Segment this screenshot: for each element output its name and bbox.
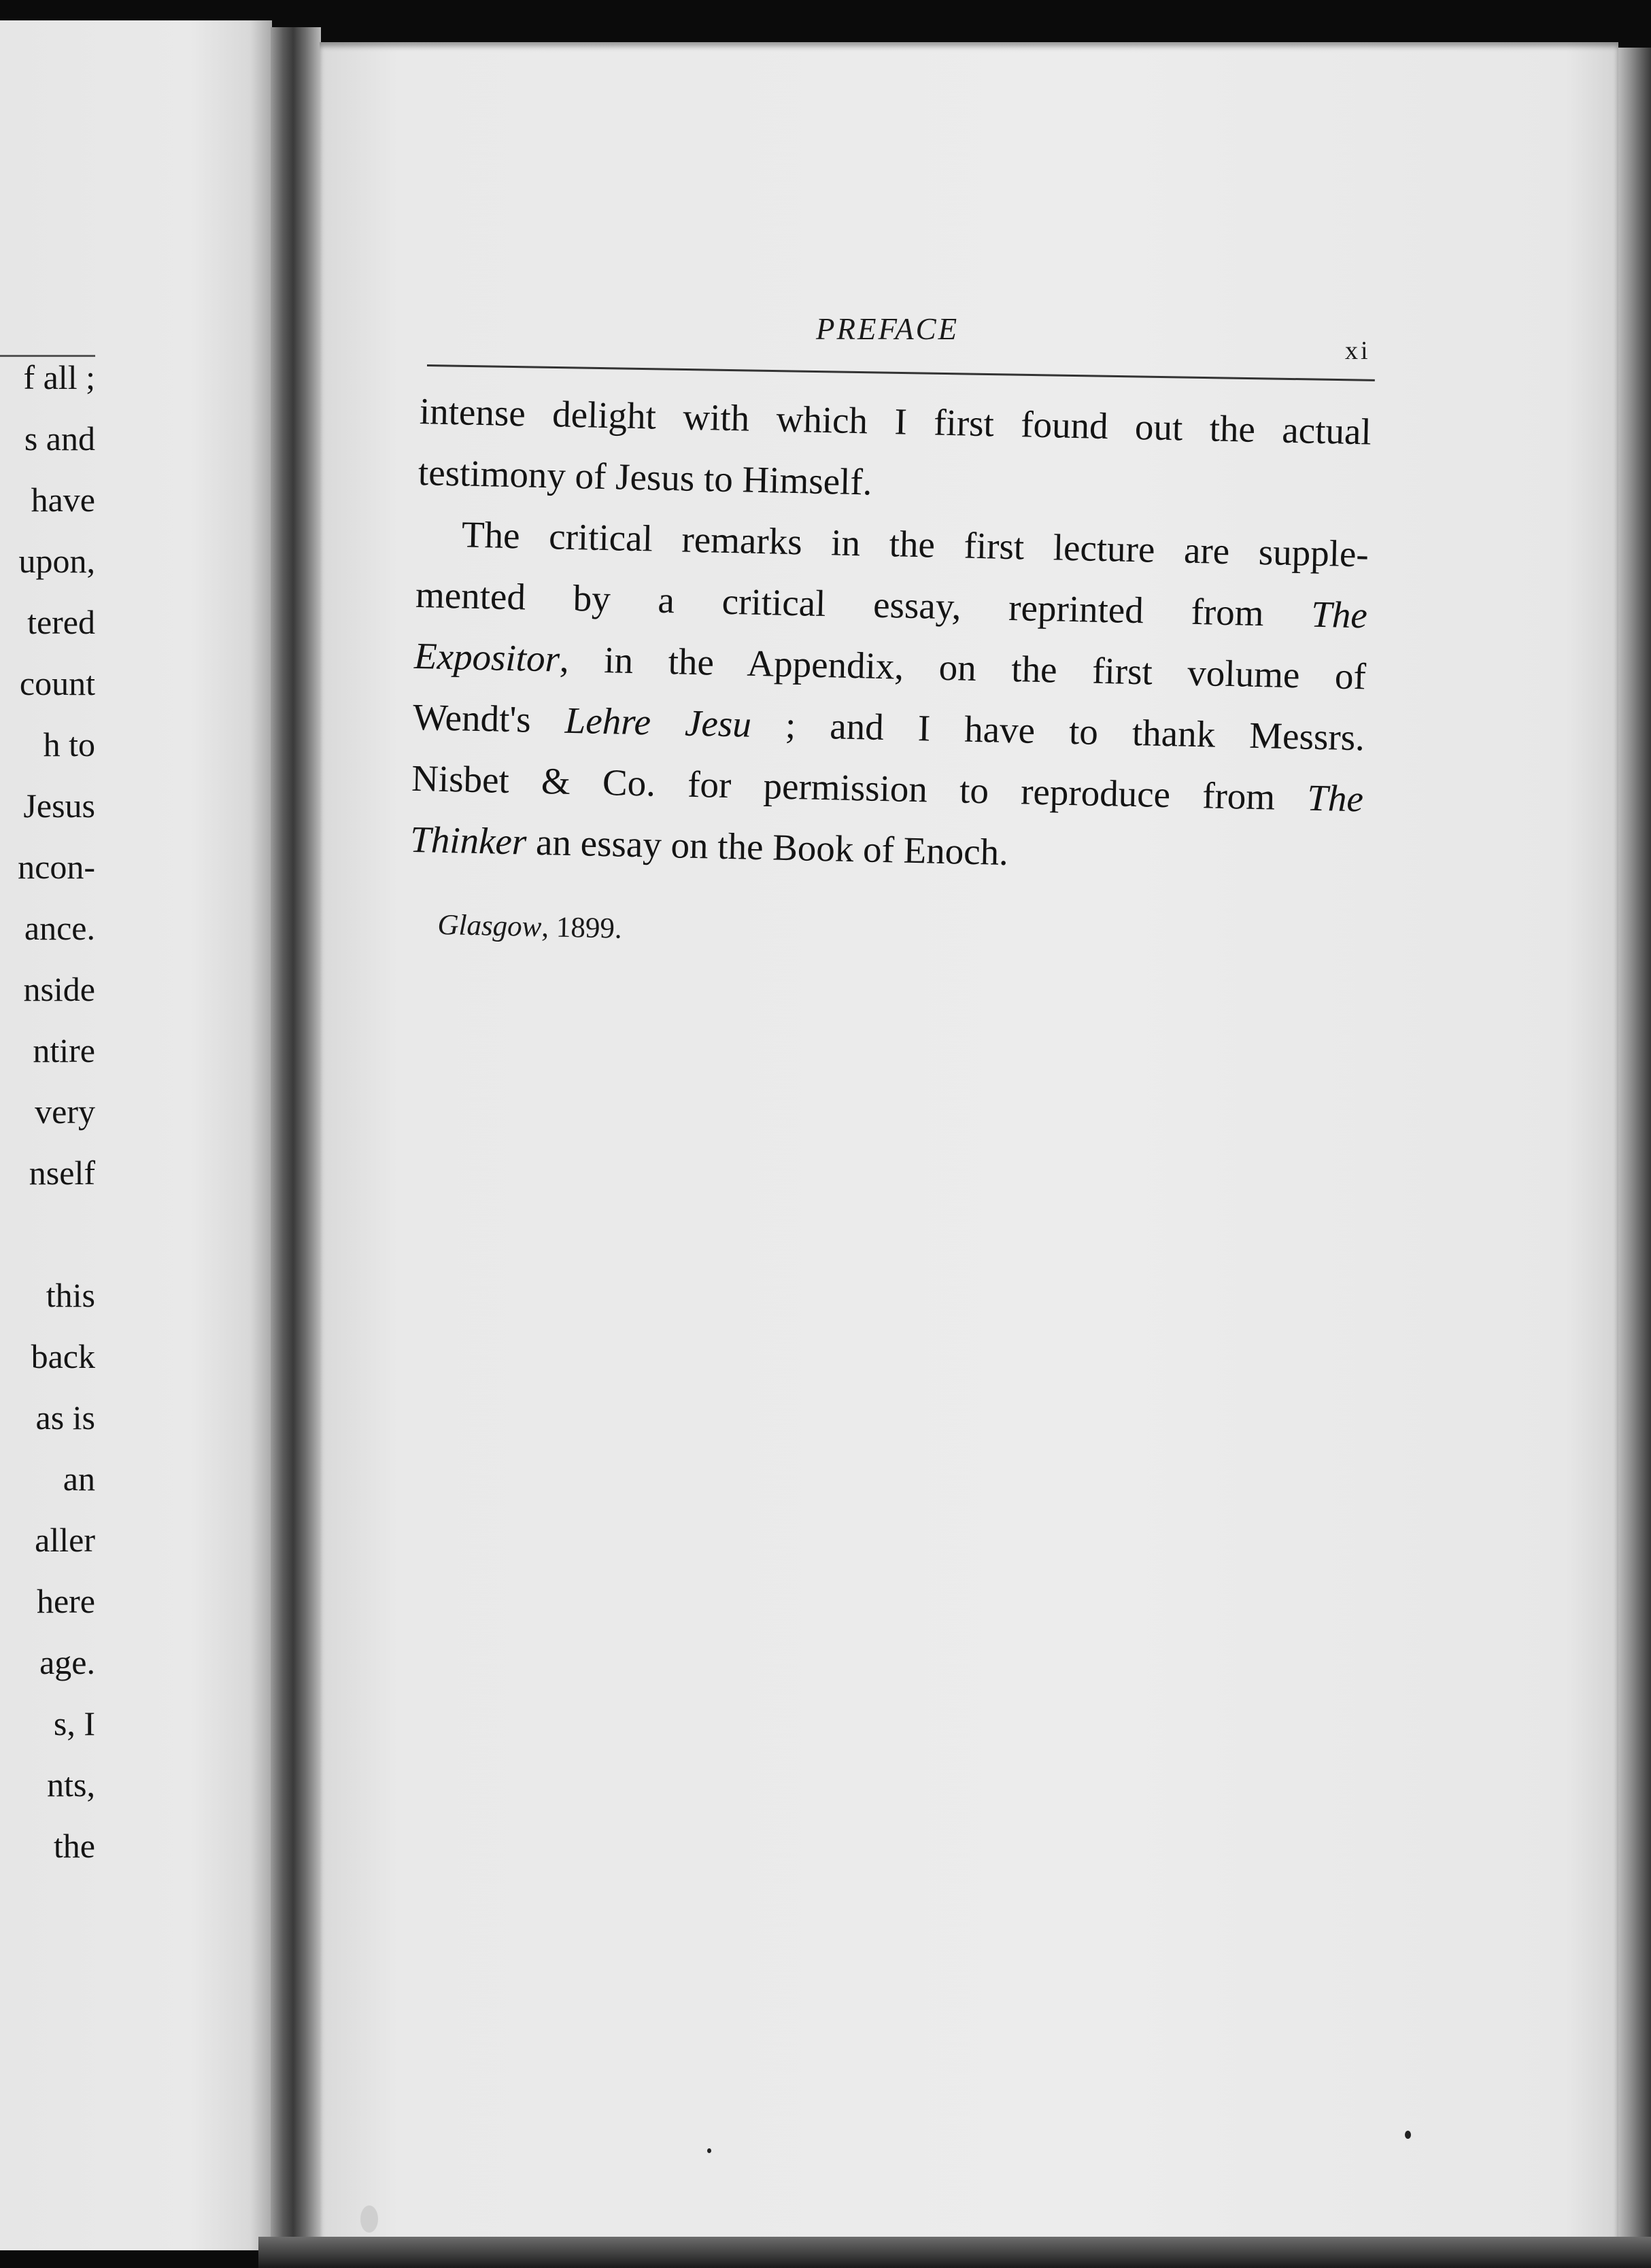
left-page-line: s, I xyxy=(53,1704,95,1742)
line-4-pre: Wendt's xyxy=(412,695,532,740)
left-page-line: Jesus xyxy=(23,787,95,825)
signoff xyxy=(437,908,622,946)
italic-title-lehre-jesu: Lehre Jesu xyxy=(564,699,752,745)
left-page-line: an xyxy=(63,1460,95,1498)
left-page-line: f all ; xyxy=(23,358,95,396)
left-header-rule xyxy=(0,355,95,357)
left-page-line: here xyxy=(36,1582,95,1620)
left-page-line: have xyxy=(31,481,95,519)
right-page-edge xyxy=(1618,48,1651,2244)
line-5-pre: Nisbet & Co. for permission to reproduce from xyxy=(411,757,1276,818)
left-page-line: tered xyxy=(27,603,95,641)
body-text xyxy=(409,381,1372,891)
left-page-line: very xyxy=(35,1093,95,1131)
signoff-place: Glasgow xyxy=(437,908,542,944)
italic-title-the-2: The xyxy=(1306,776,1364,820)
running-head: PREFACE xyxy=(816,312,959,346)
bottom-page-edge xyxy=(258,2237,1651,2268)
line-6-text: an essay on the Book of Enoch. xyxy=(535,821,1009,874)
left-page-line: age. xyxy=(39,1643,95,1681)
left-page-line: upon, xyxy=(18,542,95,580)
left-facing-page xyxy=(0,20,272,2250)
page-number: xi xyxy=(1345,337,1371,365)
paragraph-1-line-2: testimony of Jesus to Himself. xyxy=(418,451,873,503)
scan-speck xyxy=(360,2205,378,2233)
left-page-line: the xyxy=(53,1827,95,1865)
italic-title-thinker: Thinker xyxy=(409,818,528,863)
left-page-line: as is xyxy=(35,1398,95,1437)
left-page-line: h to xyxy=(43,725,95,763)
left-page-line: back xyxy=(31,1337,95,1375)
left-page-line: ntire xyxy=(33,1031,95,1069)
scan-speck xyxy=(707,2148,711,2153)
line-4-post: ; and I have to thank Messrs. xyxy=(785,704,1365,759)
line-3-text: , in the Appendix, on the first volume of xyxy=(559,638,1367,698)
paragraph-1-line-1: intense delight with which I first found out the actual xyxy=(419,390,1372,453)
left-page-line: s and xyxy=(24,419,95,458)
left-page-line: count xyxy=(19,664,95,702)
left-page-line: nts, xyxy=(47,1766,95,1804)
line-2-text: mented by a critical essay, reprinted from xyxy=(415,573,1265,634)
italic-title-the: The xyxy=(1310,593,1368,636)
left-page-line: nside xyxy=(23,970,95,1008)
left-page-line: this xyxy=(46,1276,95,1314)
left-page-line: ncon- xyxy=(18,848,95,886)
book-gutter xyxy=(271,27,321,2250)
paragraph-2-line-1: The critical remarks in the first lecture are supple- xyxy=(461,513,1369,575)
italic-title-expositor: Expositor xyxy=(413,634,560,680)
left-page-line: ance. xyxy=(24,909,95,947)
scan-speck xyxy=(1405,2131,1411,2139)
left-page-line: nself xyxy=(29,1154,95,1192)
left-page-line: aller xyxy=(35,1521,95,1559)
signoff-year: , 1899. xyxy=(541,911,623,945)
